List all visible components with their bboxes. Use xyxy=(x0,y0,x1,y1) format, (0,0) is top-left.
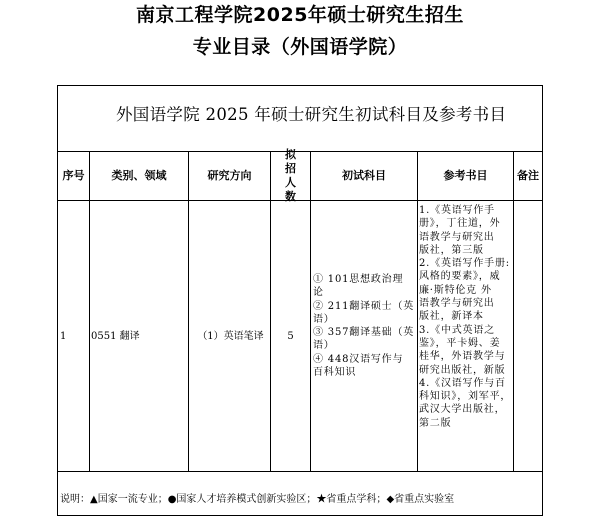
row-seq: 1 xyxy=(60,330,67,342)
row-bottom-line xyxy=(57,471,543,472)
row-direction: （1）英语笔译 xyxy=(197,330,264,342)
document-title-line-2: 专业目录（外国语学院） xyxy=(192,36,408,58)
book-line: 武汉大学出版社， xyxy=(419,404,506,416)
table-title: 外国语学院 2025 年硕士研究生初试科目及参考书目 xyxy=(116,105,507,124)
row-category: 0551 翻译 xyxy=(91,330,140,342)
row-exam-subjects xyxy=(313,273,417,379)
legend-item-provincial-discipline: ★省重点学科； xyxy=(316,493,387,505)
header-books: 参考书目 xyxy=(443,169,488,182)
row-enroll: 5 xyxy=(287,330,294,342)
book-line: 第二版 xyxy=(419,417,452,429)
legend-item-innovation-zone: ●国家人才培养模式创新实验区； xyxy=(167,493,317,505)
header-enroll xyxy=(271,148,310,203)
book-line: 版社，新译本 xyxy=(419,311,484,323)
exam-line: ② 211翻译硕士（英 xyxy=(313,300,415,312)
table-border-top xyxy=(57,85,543,86)
legend-prefix: 说明： xyxy=(60,493,90,505)
exam-line: ① 101思想政治理 xyxy=(313,274,404,285)
book-line: 4.《汉语写作与百 xyxy=(419,377,506,389)
header-category: 类别、领域 xyxy=(111,169,167,182)
table-border-right xyxy=(542,85,543,516)
book-line: 廉·斯特伦克 外 xyxy=(419,284,492,296)
book-line: 1.《英语写作手 xyxy=(419,205,495,216)
legend-note xyxy=(60,486,454,508)
exam-line: ④ 448汉语写作与 xyxy=(313,353,404,365)
book-line: 桂华，外语教学与 xyxy=(419,351,506,363)
book-line: 版社，第三版 xyxy=(419,244,484,256)
book-line: 研究出版社，新版 xyxy=(419,364,506,376)
book-line: 2.《英语写作手册: xyxy=(419,258,510,270)
book-line: 风格的要素》，威 xyxy=(419,271,501,283)
book-line: 科知识》，刘军平， xyxy=(419,391,512,403)
exam-line: 论 xyxy=(313,287,324,299)
header-remarks: 备注 xyxy=(517,169,539,182)
document-title-line-1: 南京工程学院2025年硕士研究生招生 xyxy=(136,4,464,26)
book-line: 语教学与研究出 xyxy=(419,231,495,243)
header-seq: 序号 xyxy=(62,169,85,182)
legend-item-national-major: ▲国家一流专业； xyxy=(90,493,168,505)
table-border-left xyxy=(57,85,58,516)
book-line: 鉴》，平卡姆、姜 xyxy=(419,337,501,349)
exam-line: 语） xyxy=(313,313,335,325)
row-remarks xyxy=(515,201,541,471)
exam-line: ③ 357翻译基础（英 xyxy=(313,327,415,339)
legend-item-provincial-lab: ◆省重点实验室 xyxy=(386,493,455,505)
table-border-bottom xyxy=(57,515,543,516)
row-reference-books xyxy=(419,204,513,430)
exam-line: 语） xyxy=(313,340,335,352)
book-line: 语教学与研究出 xyxy=(419,298,495,310)
header-direction: 研究方向 xyxy=(207,169,252,182)
exam-line: 百科知识 xyxy=(313,367,357,379)
header-enroll-label: 拟招人数 xyxy=(285,148,296,203)
header-exam: 初试科目 xyxy=(342,169,386,182)
book-line: 3.《中式英语之 xyxy=(419,324,495,336)
book-line: 册》，丁往道，外 xyxy=(419,218,501,230)
